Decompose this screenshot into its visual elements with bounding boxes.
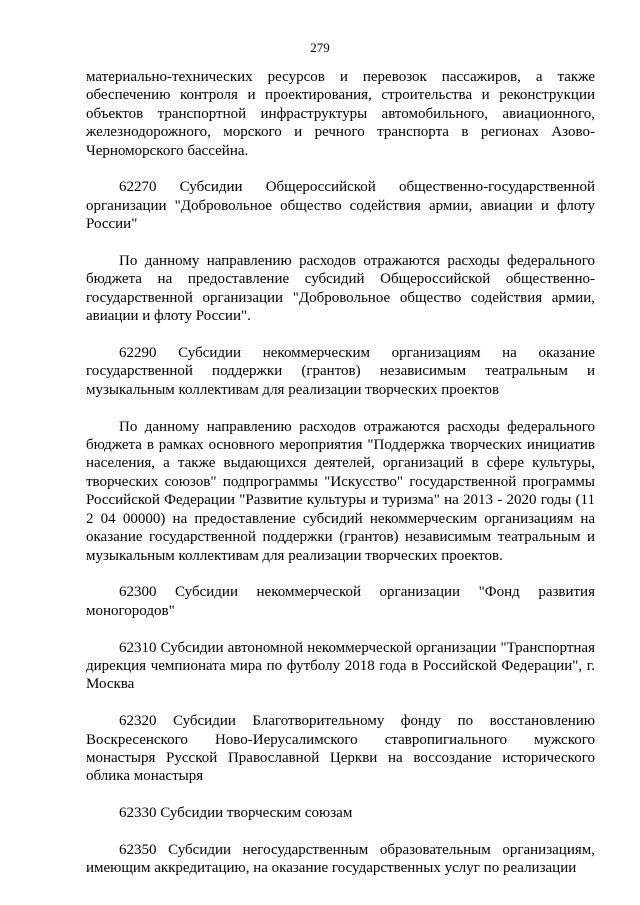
document-body [86, 68, 595, 878]
paragraph-62270-description: По данному направлению расходов отражаются расходы федерального бюджета на предоставление субсидий Общероссийской общественно-государственной организации "Добровольное общество содействия армии, авиации и флоту России". [86, 253, 595, 325]
paragraph-62270-heading: 62270 Субсидии Общероссийской общественно-государственной организации "Добровольное общество содействия армии, авиации и флоту России" [86, 179, 595, 233]
paragraph-62290-heading: 62290 Субсидии некоммерческим организациям на оказание государственной поддержки (грантов) независимым театральным и музыкальным коллективам для реализации творческих проектов [86, 345, 595, 398]
page-number: 279 [310, 40, 330, 55]
paragraph-62320-heading: 62320 Субсидии Благотворительному фонду по восстановлению Воскресенского Ново-Иерусалимского ставропигиального мужского монастыря Русской Православной Церкви на воссоздание исторического облика монастыря [86, 713, 595, 785]
paragraph-62300-heading: 62300 Субсидии некоммерческой организации "Фонд развития моногородов" [86, 584, 595, 619]
paragraph-continuation: материально-технических ресурсов и перевозок пассажиров, а также обеспечению контроля и проектирования, строительства и реконструкции объектов транспортной инфраструктуры автомобильного, авиационного, железнодорожного, морского и речного транспорта в регионах Азово-Черноморского бассейна. [86, 69, 595, 159]
paragraph-62290-description: По данному направлению расходов отражаются расходы федерального бюджета в рамках основного мероприятия "Поддержка творческих инициатив населения, а также выдающихся деятелей, организаций в сфере культуры, творческих союзов" подпрограммы "Искусство" государственной программы Российской Федерации "Развитие культуры и туризма" на 2013 - 2020 годы (11 2 04 00000) на предоставление субсидий некоммерческим организациям на оказание государственной поддержки (грантов) независимым театральным и музыкальным коллективам для реализации творческих проектов. [86, 418, 595, 564]
paragraph-62310-heading: 62310 Субсидии автономной некоммерческой организации "Транспортная дирекция чемпионата мира по футболу 2018 года в Российской Федерации", г. Москва [86, 639, 595, 693]
paragraph-62330-heading: 62330 Субсидии творческим союзам [119, 805, 353, 822]
paragraph-62350-heading: 62350 Субсидии негосударственным образовательным организациям, имеющим аккредитацию, на оказание государственных услуг по реализации [86, 841, 595, 877]
